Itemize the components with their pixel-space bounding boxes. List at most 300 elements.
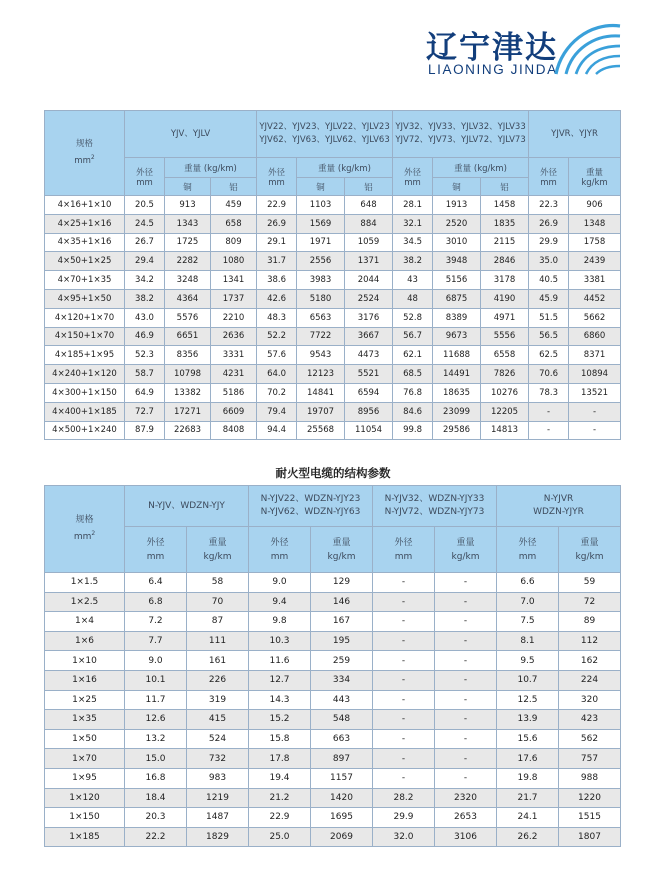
value-cell: 1059	[345, 233, 393, 252]
value-cell: 10798	[165, 365, 211, 384]
value-cell: 9.8	[249, 612, 311, 632]
value-cell: 2044	[345, 271, 393, 290]
value-cell: -	[435, 670, 497, 690]
value-cell: 1103	[297, 196, 345, 215]
value-cell: 13382	[165, 383, 211, 402]
value-cell: -	[373, 749, 435, 769]
value-cell: 1371	[345, 252, 393, 271]
group-header: YJV32、YJV33、YJLV32、YJLV33 YJV72、YJV73、YJLV72、YJLV73	[393, 111, 529, 158]
value-cell: 59	[559, 573, 621, 593]
fire-resistant-cable-table	[44, 485, 621, 847]
table-row	[45, 327, 621, 346]
value-cell: 6594	[345, 383, 393, 402]
value-cell: 28.1	[393, 196, 433, 215]
value-cell: 3983	[297, 271, 345, 290]
value-cell: 14841	[297, 383, 345, 402]
spec-label: 规格	[75, 515, 94, 525]
value-cell: 988	[559, 768, 621, 788]
value-cell: 6558	[481, 346, 529, 365]
value-cell: 2520	[433, 214, 481, 233]
value-cell: 4364	[165, 289, 211, 308]
table-row	[45, 612, 621, 632]
value-cell: -	[435, 749, 497, 769]
value-cell: 19707	[297, 402, 345, 421]
value-cell: 12.7	[249, 670, 311, 690]
value-cell: 25568	[297, 421, 345, 440]
value-cell: 1080	[211, 252, 257, 271]
value-cell: 43	[393, 271, 433, 290]
value-cell: 11054	[345, 421, 393, 440]
value-cell: 62.1	[393, 346, 433, 365]
value-cell: 423	[559, 710, 621, 730]
od-header: 外径 mm	[497, 527, 559, 573]
value-cell: 6.6	[497, 573, 559, 593]
value-cell: 56.5	[529, 327, 569, 346]
spec-cell: 1×120	[45, 788, 125, 808]
value-cell: 1343	[165, 214, 211, 233]
spec-cell: 4×25+1×16	[45, 214, 125, 233]
table-row	[45, 365, 621, 384]
value-cell: 548	[311, 710, 373, 730]
value-cell: 31.7	[257, 252, 297, 271]
value-cell: 1835	[481, 214, 529, 233]
value-cell: 3948	[433, 252, 481, 271]
spec-cell: 1×35	[45, 710, 125, 730]
value-cell: 19.4	[249, 768, 311, 788]
value-cell: 7722	[297, 327, 345, 346]
value-cell: 906	[569, 196, 621, 215]
value-cell: 17.6	[497, 749, 559, 769]
value-cell: 4473	[345, 346, 393, 365]
value-cell: 1829	[187, 827, 249, 847]
value-cell: 757	[559, 749, 621, 769]
value-cell: 111	[187, 631, 249, 651]
value-cell: -	[373, 670, 435, 690]
group-header: N-YJV、WDZN-YJY	[125, 486, 249, 527]
value-cell: 3106	[435, 827, 497, 847]
value-cell: 648	[345, 196, 393, 215]
spec-cell: 1×150	[45, 808, 125, 828]
table-row	[45, 768, 621, 788]
value-cell: 99.8	[393, 421, 433, 440]
value-cell: 12.6	[125, 710, 187, 730]
value-cell: 9.0	[125, 651, 187, 671]
value-cell: 14491	[433, 365, 481, 384]
value-cell: 9.4	[249, 592, 311, 612]
weight-header: 重量 kg/km	[435, 527, 497, 573]
value-cell: 24.1	[497, 808, 559, 828]
spec-cell: 4×70+1×35	[45, 271, 125, 290]
value-cell: 64.0	[257, 365, 297, 384]
value-cell: 12123	[297, 365, 345, 384]
value-cell: 1758	[569, 233, 621, 252]
value-cell: 70.6	[529, 365, 569, 384]
value-cell: 34.5	[393, 233, 433, 252]
value-cell: 3248	[165, 271, 211, 290]
value-cell: 25.0	[249, 827, 311, 847]
value-cell: 14.3	[249, 690, 311, 710]
value-cell: 11688	[433, 346, 481, 365]
value-cell: 129	[311, 573, 373, 593]
value-cell: 26.7	[125, 233, 165, 252]
weight-header: 重量 (kg/km)	[433, 158, 529, 178]
value-cell: 658	[211, 214, 257, 233]
value-cell: 10.3	[249, 631, 311, 651]
value-cell: 10894	[569, 365, 621, 384]
weight-header: 重量 kg/km	[559, 527, 621, 573]
value-cell: 28.2	[373, 788, 435, 808]
aluminum-header: 铝	[211, 178, 257, 196]
spec-cell: 4×400+1×185	[45, 402, 125, 421]
spec-cell: 1×2.5	[45, 592, 125, 612]
spec-cell: 1×10	[45, 651, 125, 671]
spec-header: 规格 $mm^2$	[45, 111, 125, 196]
value-cell: 663	[311, 729, 373, 749]
value-cell: 3176	[345, 308, 393, 327]
value-cell: 79.4	[257, 402, 297, 421]
value-cell: 2846	[481, 252, 529, 271]
value-cell: 6609	[211, 402, 257, 421]
spec-cell: 4×300+1×150	[45, 383, 125, 402]
value-cell: 9673	[433, 327, 481, 346]
value-cell: -	[529, 402, 569, 421]
value-cell: 2439	[569, 252, 621, 271]
value-cell: 1971	[297, 233, 345, 252]
value-cell: 26.2	[497, 827, 559, 847]
value-cell: 6563	[297, 308, 345, 327]
spec-cell: 4×150+1×70	[45, 327, 125, 346]
value-cell: 35.0	[529, 252, 569, 271]
value-cell: 3667	[345, 327, 393, 346]
value-cell: 9.0	[249, 573, 311, 593]
value-cell: 7.7	[125, 631, 187, 651]
spec-unit: mm	[74, 155, 91, 166]
value-cell: 32.1	[393, 214, 433, 233]
table-row	[45, 402, 621, 421]
value-cell: 34.2	[125, 271, 165, 290]
value-cell: 7.0	[497, 592, 559, 612]
value-cell: 52.2	[257, 327, 297, 346]
value-cell: 17271	[165, 402, 211, 421]
value-cell: 809	[211, 233, 257, 252]
value-cell: 43.0	[125, 308, 165, 327]
value-cell: 62.5	[529, 346, 569, 365]
spec-header: 规格 $mm^2$	[45, 486, 125, 573]
value-cell: 94.4	[257, 421, 297, 440]
value-cell: -	[435, 592, 497, 612]
value-cell: 8356	[165, 346, 211, 365]
value-cell: 5156	[433, 271, 481, 290]
value-cell: -	[373, 729, 435, 749]
value-cell: 21.2	[249, 788, 311, 808]
value-cell: 7.5	[497, 612, 559, 632]
value-cell: 884	[345, 214, 393, 233]
value-cell: 12.5	[497, 690, 559, 710]
value-cell: 3331	[211, 346, 257, 365]
table-row	[45, 729, 621, 749]
table-row	[45, 651, 621, 671]
value-cell: 15.6	[497, 729, 559, 749]
value-cell: 1487	[187, 808, 249, 828]
value-cell: -	[373, 592, 435, 612]
value-cell: -	[373, 573, 435, 593]
value-cell: 40.5	[529, 271, 569, 290]
value-cell: -	[569, 421, 621, 440]
value-cell: 38.2	[393, 252, 433, 271]
od-header: 外径 mm	[373, 527, 435, 573]
value-cell: 320	[559, 690, 621, 710]
copper-header: 铜	[165, 178, 211, 196]
value-cell: 2282	[165, 252, 211, 271]
value-cell: 8371	[569, 346, 621, 365]
value-cell: 2115	[481, 233, 529, 252]
value-cell: 443	[311, 690, 373, 710]
value-cell: 3010	[433, 233, 481, 252]
value-cell: 5180	[297, 289, 345, 308]
value-cell: 70.2	[257, 383, 297, 402]
value-cell: 22.9	[257, 196, 297, 215]
value-cell: -	[435, 651, 497, 671]
value-cell: 51.5	[529, 308, 569, 327]
value-cell: 2320	[435, 788, 497, 808]
table-row	[45, 631, 621, 651]
table-row	[45, 788, 621, 808]
value-cell: -	[373, 690, 435, 710]
value-cell: 14813	[481, 421, 529, 440]
value-cell: 562	[559, 729, 621, 749]
value-cell: 48	[393, 289, 433, 308]
value-cell: 7.2	[125, 612, 187, 632]
spec-cell: 1×6	[45, 631, 125, 651]
value-cell: 19.8	[497, 768, 559, 788]
value-cell: 2210	[211, 308, 257, 327]
value-cell: -	[435, 729, 497, 749]
value-cell: 24.5	[125, 214, 165, 233]
value-cell: 58.7	[125, 365, 165, 384]
table-row	[45, 252, 621, 271]
table-row	[45, 383, 621, 402]
od-header: 外径 mm	[125, 158, 165, 196]
value-cell: -	[373, 651, 435, 671]
value-cell: 2556	[297, 252, 345, 271]
spec-cell: 1×185	[45, 827, 125, 847]
value-cell: 1420	[311, 788, 373, 808]
value-cell: 1220	[559, 788, 621, 808]
value-cell: 38.6	[257, 271, 297, 290]
value-cell: 161	[187, 651, 249, 671]
value-cell: 84.6	[393, 402, 433, 421]
value-cell: 18.4	[125, 788, 187, 808]
value-cell: 1737	[211, 289, 257, 308]
value-cell: 26.9	[529, 214, 569, 233]
value-cell: 5556	[481, 327, 529, 346]
copper-header: 铜	[297, 178, 345, 196]
value-cell: 897	[311, 749, 373, 769]
value-cell: 20.5	[125, 196, 165, 215]
spec-cell: 1×50	[45, 729, 125, 749]
value-cell: 162	[559, 651, 621, 671]
value-cell: 12205	[481, 402, 529, 421]
value-cell: 8408	[211, 421, 257, 440]
group-header: N-YJV22、WDZN-YJY23 N-YJV62、WDZN-YJY63	[249, 486, 373, 527]
value-cell: -	[529, 421, 569, 440]
value-cell: 1695	[311, 808, 373, 828]
value-cell: 22.2	[125, 827, 187, 847]
value-cell: 52.3	[125, 346, 165, 365]
value-cell: 5186	[211, 383, 257, 402]
value-cell: 22.9	[249, 808, 311, 828]
value-cell: -	[435, 631, 497, 651]
value-cell: 58	[187, 573, 249, 593]
value-cell: -	[373, 710, 435, 730]
value-cell: 146	[311, 592, 373, 612]
value-cell: 52.8	[393, 308, 433, 327]
value-cell: 70	[187, 592, 249, 612]
value-cell: 22.3	[529, 196, 569, 215]
value-cell: 4231	[211, 365, 257, 384]
value-cell: 7826	[481, 365, 529, 384]
value-cell: 4971	[481, 308, 529, 327]
value-cell: 9543	[297, 346, 345, 365]
value-cell: 64.9	[125, 383, 165, 402]
value-cell: 4190	[481, 289, 529, 308]
table-row	[45, 749, 621, 769]
value-cell: 6.8	[125, 592, 187, 612]
od-header: 外径 mm	[257, 158, 297, 196]
group-header: N-YJVR WDZN-YJYR	[497, 486, 621, 527]
weight-header: 重量 kg/km	[187, 527, 249, 573]
value-cell: 10.7	[497, 670, 559, 690]
value-cell: 226	[187, 670, 249, 690]
value-cell: 732	[187, 749, 249, 769]
value-cell: 4452	[569, 289, 621, 308]
weight-header: 重量 kg/km	[569, 158, 621, 196]
value-cell: 1458	[481, 196, 529, 215]
brand-name-en: LIAONING JINDA	[428, 62, 558, 77]
value-cell: 2636	[211, 327, 257, 346]
value-cell: -	[435, 768, 497, 788]
value-cell: 76.8	[393, 383, 433, 402]
value-cell: 1807	[559, 827, 621, 847]
value-cell: 415	[187, 710, 249, 730]
value-cell: 1569	[297, 214, 345, 233]
spec-cell: 1×25	[45, 690, 125, 710]
value-cell: 2653	[435, 808, 497, 828]
spec-cell: 1×95	[45, 768, 125, 788]
spec-cell: 4×120+1×70	[45, 308, 125, 327]
spec-cell: 4×16+1×10	[45, 196, 125, 215]
table-row	[45, 214, 621, 233]
value-cell: 89	[559, 612, 621, 632]
spec-cell: 1×1.5	[45, 573, 125, 593]
value-cell: 48.3	[257, 308, 297, 327]
spec-cell: 1×16	[45, 670, 125, 690]
value-cell: 10.1	[125, 670, 187, 690]
value-cell: 6875	[433, 289, 481, 308]
value-cell: 524	[187, 729, 249, 749]
value-cell: 72	[559, 592, 621, 612]
value-cell: 167	[311, 612, 373, 632]
value-cell: 5662	[569, 308, 621, 327]
value-cell: 11.6	[249, 651, 311, 671]
value-cell: -	[435, 710, 497, 730]
value-cell: 8.1	[497, 631, 559, 651]
value-cell: 1515	[559, 808, 621, 828]
value-cell: 15.0	[125, 749, 187, 769]
value-cell: 459	[211, 196, 257, 215]
table-row	[45, 670, 621, 690]
spec-cell: 4×95+1×50	[45, 289, 125, 308]
value-cell: 56.7	[393, 327, 433, 346]
table-row	[45, 233, 621, 252]
aluminum-header: 铝	[345, 178, 393, 196]
brand-swoosh-icon	[552, 16, 622, 78]
section-title: 耐火型电缆的结构参数	[275, 466, 391, 480]
spec-cell: 1×70	[45, 749, 125, 769]
table-row	[45, 421, 621, 440]
spec-cell: 4×35+1×16	[45, 233, 125, 252]
value-cell: 23099	[433, 402, 481, 421]
value-cell: 8389	[433, 308, 481, 327]
table-row	[45, 196, 621, 215]
table-row	[45, 271, 621, 290]
value-cell: -	[373, 631, 435, 651]
value-cell: -	[373, 768, 435, 788]
value-cell: 17.8	[249, 749, 311, 769]
value-cell: 13.9	[497, 710, 559, 730]
value-cell: -	[569, 402, 621, 421]
table-row	[45, 827, 621, 847]
value-cell: 29.4	[125, 252, 165, 271]
value-cell: 13521	[569, 383, 621, 402]
value-cell: 13.2	[125, 729, 187, 749]
copper-header: 铜	[433, 178, 481, 196]
value-cell: 983	[187, 768, 249, 788]
table-row	[45, 592, 621, 612]
table-row	[45, 308, 621, 327]
weight-header: 重量 (kg/km)	[297, 158, 393, 178]
spec-cell: 4×50+1×25	[45, 252, 125, 271]
od-header: 外径 mm	[529, 158, 569, 196]
brand-name-cn: 辽宁津达	[426, 30, 558, 66]
group-header: YJV、YJLV	[125, 111, 257, 158]
group-header: YJVR、YJYR	[529, 111, 621, 158]
od-header: 外径 mm	[125, 527, 187, 573]
value-cell: 32.0	[373, 827, 435, 847]
value-cell: 195	[311, 631, 373, 651]
value-cell: 11.7	[125, 690, 187, 710]
value-cell: 1913	[433, 196, 481, 215]
value-cell: 1348	[569, 214, 621, 233]
value-cell: 913	[165, 196, 211, 215]
table-row	[45, 808, 621, 828]
value-cell: 319	[187, 690, 249, 710]
value-cell: 20.3	[125, 808, 187, 828]
value-cell: 29.9	[373, 808, 435, 828]
weight-header: 重量 kg/km	[311, 527, 373, 573]
value-cell: 87	[187, 612, 249, 632]
value-cell: 1725	[165, 233, 211, 252]
value-cell: 259	[311, 651, 373, 671]
od-header: 外径 mm	[249, 527, 311, 573]
value-cell: -	[435, 612, 497, 632]
value-cell: 1341	[211, 271, 257, 290]
value-cell: 224	[559, 670, 621, 690]
table-row	[45, 690, 621, 710]
value-cell: 38.2	[125, 289, 165, 308]
value-cell: 3178	[481, 271, 529, 290]
od-header: 外径 mm	[393, 158, 433, 196]
